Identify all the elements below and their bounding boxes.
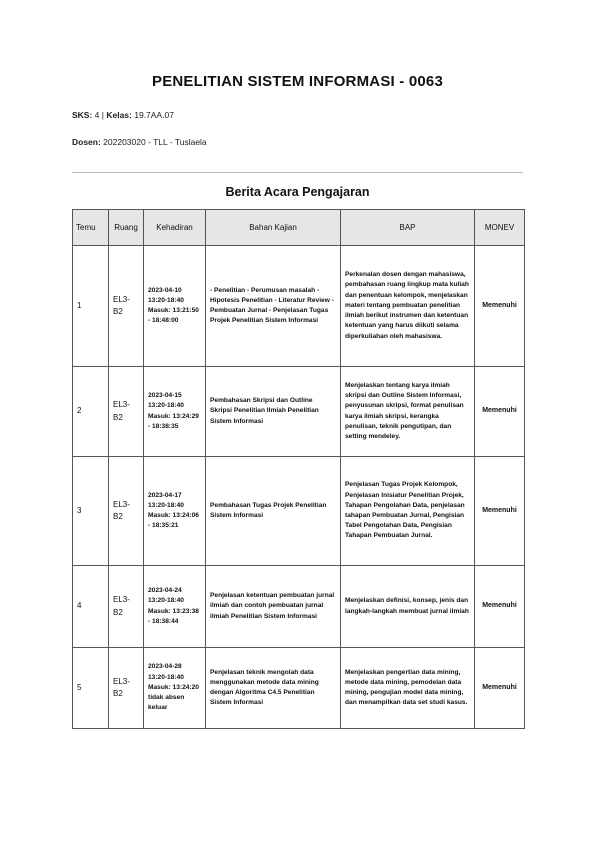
cell-monev: Memenuhi xyxy=(475,566,525,648)
cell-temu: 2 xyxy=(73,367,109,457)
cell-monev: Memenuhi xyxy=(475,457,525,566)
header-bahan-kajian: Bahan Kajian xyxy=(206,210,341,246)
table-row xyxy=(73,566,525,648)
header-monev: MONEV xyxy=(475,210,525,246)
page-title: PENELITIAN SISTEM INFORMASI - 0063 xyxy=(151,73,443,90)
header-bap: BAP xyxy=(341,210,475,246)
cell-bahan-kajian: Pembahasan Tugas Projek Penelitian Sistem Informasi xyxy=(206,457,341,566)
table-header-row xyxy=(73,210,525,246)
cell-bap: Perkenalan dosen dengan mahasiswa, pembahasan ruang lingkup mata kuliah dan penentuan kelompok, menjelaskan materi tentang pembuatan penelitian ilmiah berikut instrumen dan ketentuan ketentuan yang harus diikuti selama diperkuliahan oleh mahasiswa. xyxy=(341,246,475,367)
cell-bahan-kajian: - Penelitian - Perumusan masalah - Hipotesis Penelitian - Literatur Review - Pembuatan Jurnal - Penjelasan Tugas Projek Penelitian Sistem Informasi xyxy=(206,246,341,367)
cell-bap: Menjelaskan tentang karya ilmiah skripsi dan Outline Sistem Informasi, penyusunan skripsi, format penulisan karya ilmiah skripsi, kerangka penulisan, teknik pengutipan, dan setting mendeley. xyxy=(341,367,475,457)
cell-ruang: EL3-B2 xyxy=(109,457,144,566)
header-kehadiran: Kehadiran xyxy=(144,210,206,246)
meta-sks-kelas xyxy=(72,110,174,120)
cell-temu: 5 xyxy=(73,648,109,729)
table-row xyxy=(73,457,525,566)
cell-ruang: EL3-B2 xyxy=(109,367,144,457)
table-row xyxy=(73,367,525,457)
meta-dosen xyxy=(72,137,207,147)
cell-temu: 3 xyxy=(73,457,109,566)
sks-label: SKS: xyxy=(72,110,93,120)
cell-ruang: EL3-B2 xyxy=(109,246,144,367)
cell-monev: Memenuhi xyxy=(475,367,525,457)
dosen-value: 202203020 - TLL - Tuslaela xyxy=(100,137,207,147)
table-row xyxy=(73,648,525,729)
dosen-label: Dosen: xyxy=(72,137,101,147)
header-temu: Temu xyxy=(73,210,109,246)
berita-acara-table xyxy=(72,209,525,729)
cell-bap: Penjelasan Tugas Projek Kelompok, Penjelasan Inisiatur Penelitian Projek, Tahapan Pengolahan Data, penjelasan tahapan Pembuatan Jurnal, Pengisian Tabel Pengolahan Data, Pengisian Tahapan Pembuatan Jurnal. xyxy=(341,457,475,566)
sks-value: 4 | xyxy=(92,110,107,120)
cell-ruang: EL3-B2 xyxy=(109,648,144,729)
cell-kehadiran: 2023-04-10 13:20-18:40 Masuk: 13:21:50 - 18:48:00 xyxy=(144,246,206,367)
cell-bap: Menjelaskan definisi, konsep, jenis dan langkah-langkah membuat jurnal ilmiah xyxy=(341,566,475,648)
cell-monev: Memenuhi xyxy=(475,648,525,729)
section-title: Berita Acara Pengajaran xyxy=(225,185,370,199)
table-row xyxy=(73,246,525,367)
cell-kehadiran: 2023-04-28 13:20-18:40 Masuk: 13:24:20 tidak absen keluar xyxy=(144,648,206,729)
header-ruang: Ruang xyxy=(109,210,144,246)
divider xyxy=(72,172,523,173)
cell-ruang: EL3-B2 xyxy=(109,566,144,648)
cell-bahan-kajian: Pembahasan Skripsi dan Outline Skripsi Penelitian Ilmiah Penelitian Sistem Informasi xyxy=(206,367,341,457)
cell-monev: Memenuhi xyxy=(475,246,525,367)
cell-kehadiran: 2023-04-15 13:20-18:40 Masuk: 13:24:29 - 18:38:35 xyxy=(144,367,206,457)
cell-bap: Menjelaskan pengertian data mining, metode data mining, pemodelan data mining, pengujian model data mining, dan menampilkan data set studi kasus. xyxy=(341,648,475,729)
kelas-label: Kelas: xyxy=(106,110,132,120)
cell-temu: 1 xyxy=(73,246,109,367)
cell-bahan-kajian: Penjelasan ketentuan pembuatan jurnal ilmiah dan contoh pembuatan jurnal ilmiah Penelitian Sistem Informasi xyxy=(206,566,341,648)
cell-kehadiran: 2023-04-17 13:20-18:40 Masuk: 13:24:06 - 18:35:21 xyxy=(144,457,206,566)
cell-temu: 4 xyxy=(73,566,109,648)
cell-bahan-kajian: Penjelasan teknik mengolah data menggunakan metode data mining dengan Algoritma C4.5 Penelitian Sistem Informasi xyxy=(206,648,341,729)
cell-kehadiran: 2023-04-24 13:20-18:40 Masuk: 13:23:38 - 18:38:44 xyxy=(144,566,206,648)
kelas-value: 19.7AA.07 xyxy=(131,110,174,120)
